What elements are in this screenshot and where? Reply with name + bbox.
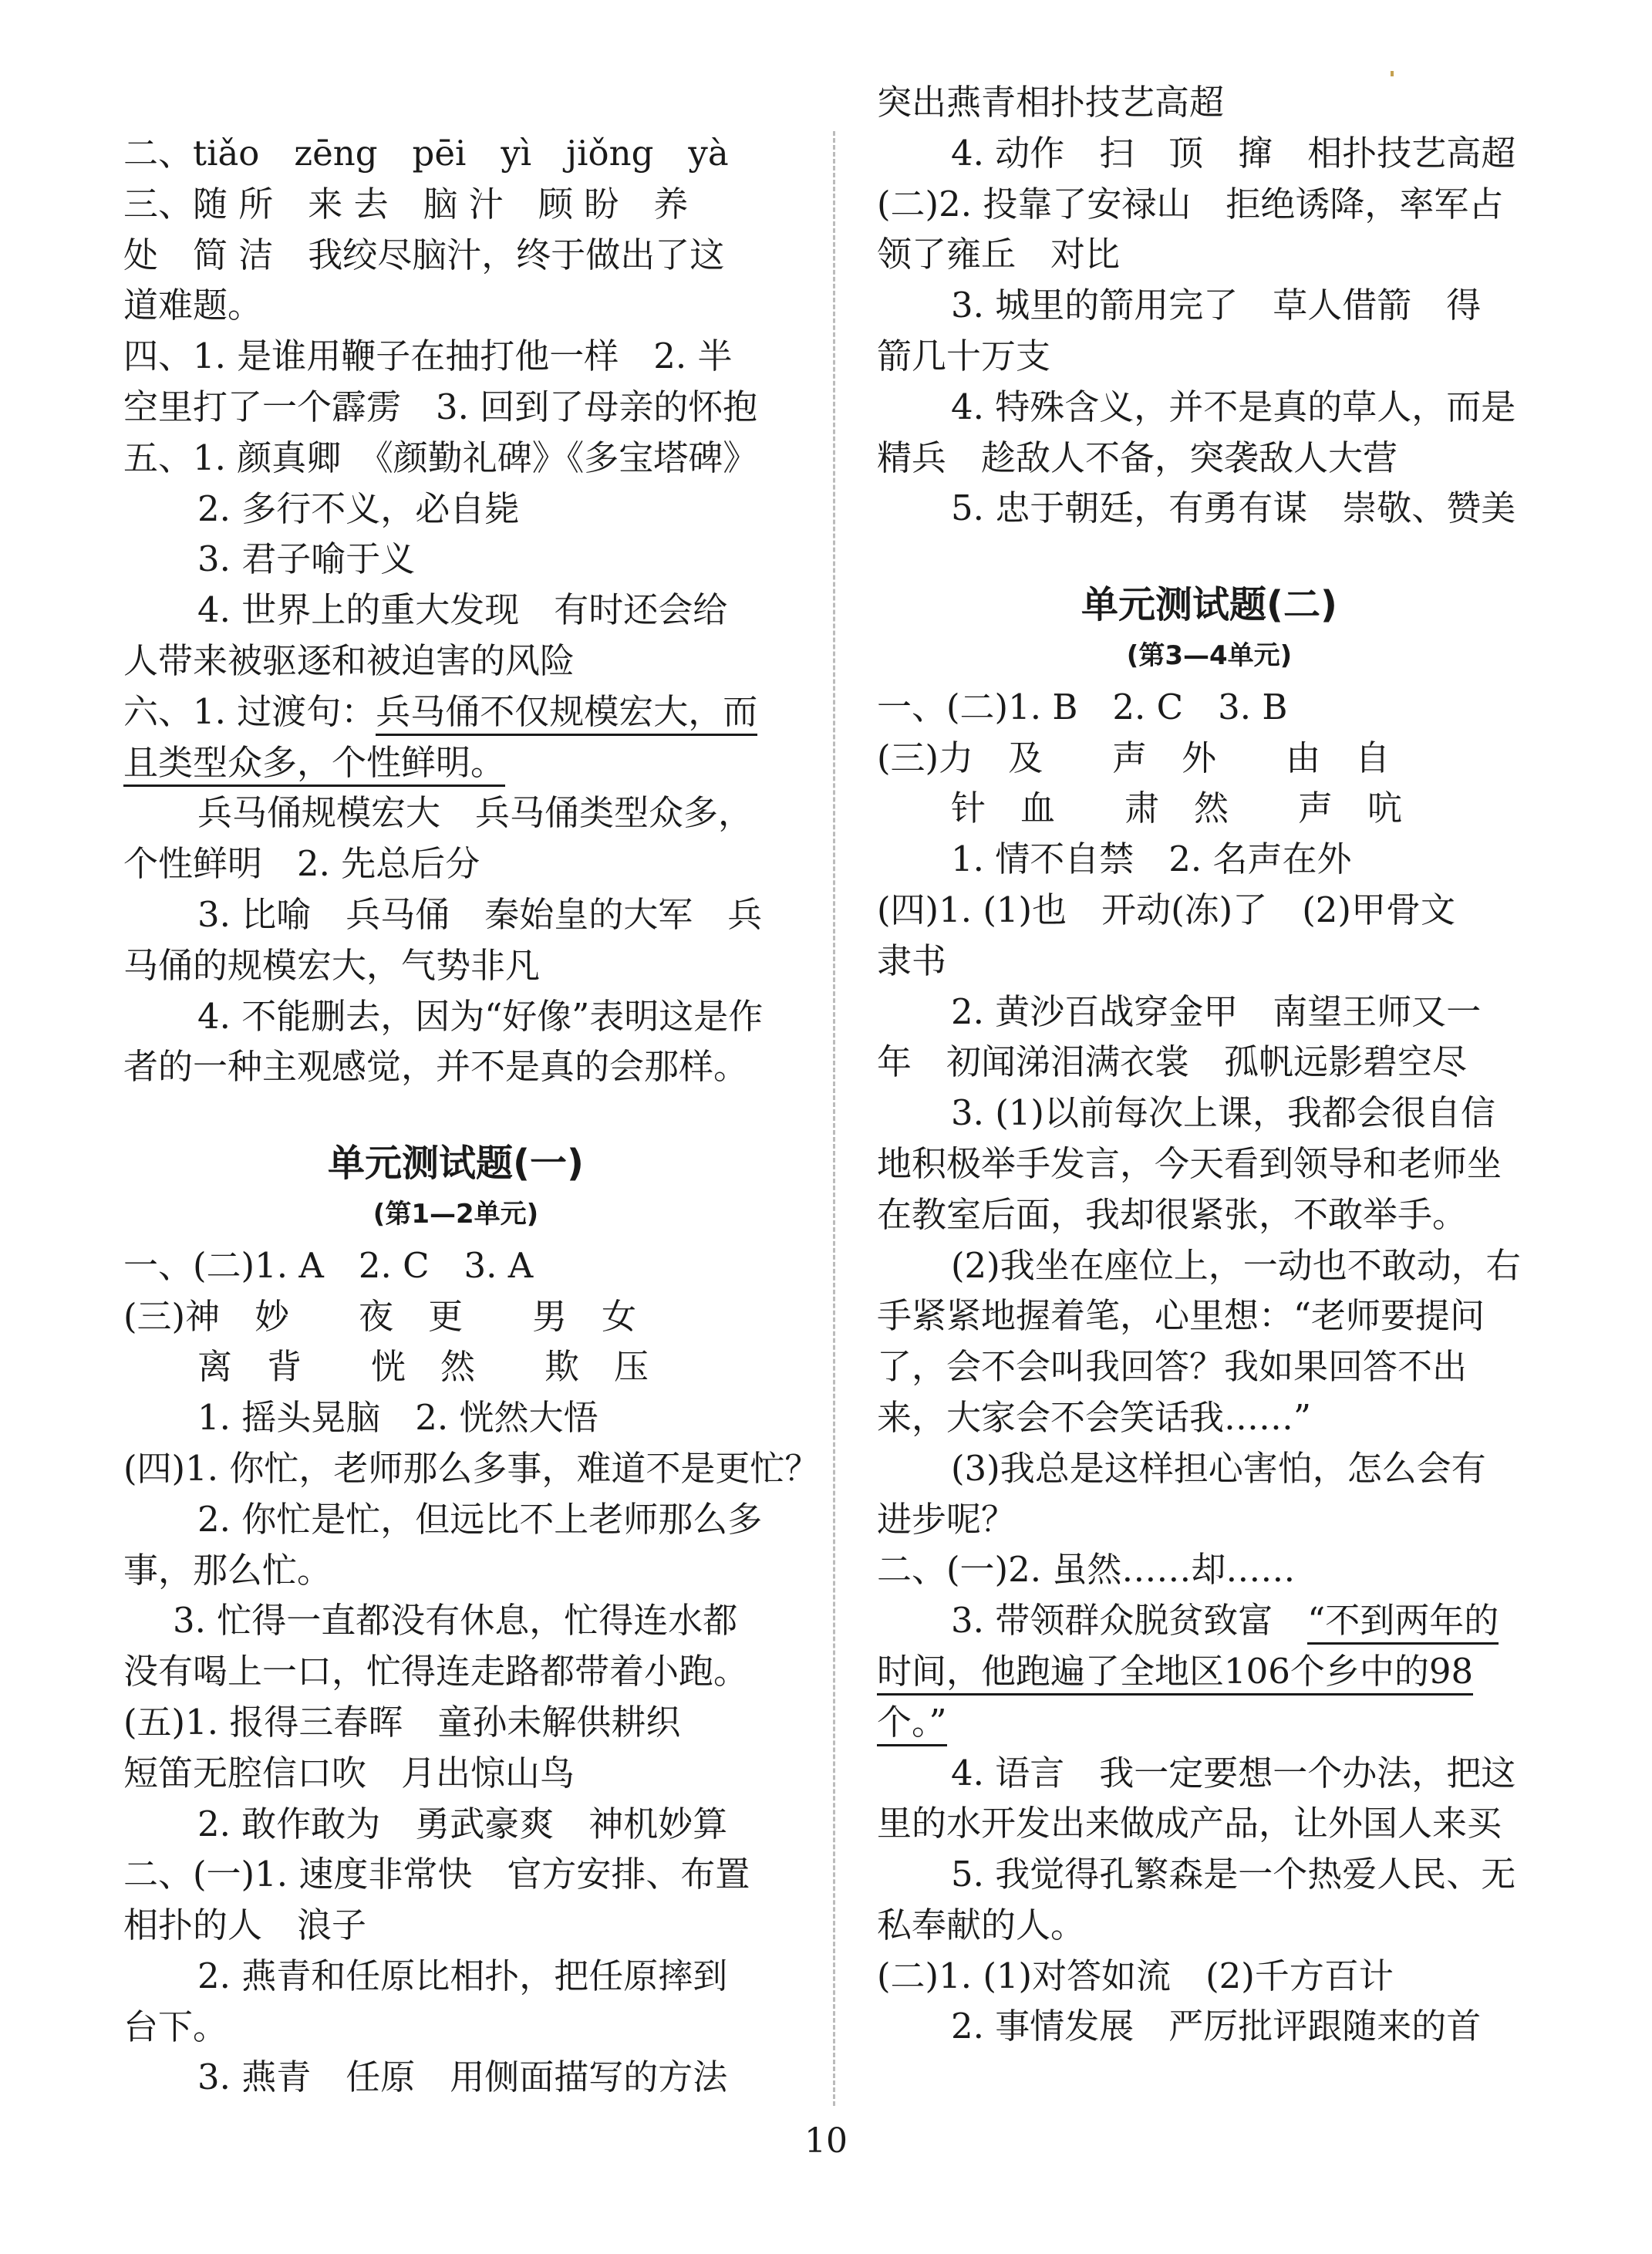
answer-line: 2. 事情发展 严厉批评跟随来的首: [951, 2006, 1482, 2047]
answer-line: 了，会不会叫我回答？我如果回答不出: [877, 1346, 1468, 1388]
answer-line: 2. 燕青和任原比相扑，把任原摔到: [197, 1955, 728, 1996]
answer-line: 隶书: [877, 940, 947, 981]
answer-line: (二)1. (1)对答如流 (2)千方百计: [877, 1955, 1394, 1996]
answer-line: (五)1. 报得三春晖 童孙未解供耕织: [123, 1701, 681, 1743]
answer-line: 兵马俑规模宏大 兵马俑类型众多，: [197, 792, 754, 834]
answer-line: (三)力 及 声 外 由 自: [877, 737, 1391, 778]
answer-line: 4. 世界上的重大发现 有时还会给: [197, 589, 728, 631]
answer-line: 3. (1)以前每次上课，我都会很自信: [951, 1092, 1495, 1134]
section-subtitle: (第1—2单元): [373, 1198, 539, 1230]
answer-line: 领了雍丘 对比: [877, 234, 1121, 275]
answer-line: 道难题。: [123, 285, 263, 326]
answer-line: 者的一种主观感觉，并不是真的会那样。: [123, 1046, 749, 1088]
answer-line: 手紧紧地握着笔，心里想：“老师要提问: [877, 1295, 1485, 1337]
answer-line: 马俑的规模宏大，气势非凡: [123, 944, 541, 986]
section-title: 单元测试题(一): [328, 1142, 584, 1186]
underlined-text: 个。”: [877, 1702, 947, 1746]
page-number: 10: [804, 2121, 848, 2161]
answer-line: 进步呢？: [877, 1498, 1016, 1540]
answer-line: 1. 情不自禁 2. 名声在外: [951, 839, 1352, 880]
answer-line: (2)我坐在座位上，一动也不敢动，右: [951, 1244, 1521, 1286]
answer-line: 四、1. 是谁用鞭子在抽打他一样 2. 半: [123, 336, 733, 377]
underlined-text: “不到两年的: [1307, 1600, 1499, 1645]
answer-line: 事，那么忙。: [123, 1549, 332, 1591]
answer-line: 5. 我觉得孔繁森是一个热爱人民、无: [951, 1854, 1516, 1895]
right-column: [877, 82, 1542, 2052]
answer-line: 二、(一)2. 虽然……却……: [877, 1549, 1296, 1591]
section-title: 单元测试题(二): [1081, 583, 1337, 627]
answer-text: 六、1. 过渡句：: [123, 690, 376, 732]
answer-line: 4. 特殊含义，并不是真的草人，而是: [951, 386, 1516, 427]
answer-line: 相扑的人 浪子: [123, 1905, 367, 1946]
underlined-text: 时间，他跑遍了全地区106个乡中的98: [877, 1651, 1473, 1696]
answer-line: 一、(二)1. B 2. C 3. B: [877, 686, 1288, 727]
answer-line: (四)1. 你忙，老师那么多事，难道不是更忙？: [123, 1447, 820, 1489]
answer-line: 针 血 肃 然 声 吭: [951, 788, 1403, 829]
answer-line: [877, 1646, 1542, 1697]
answer-line: 来，大家会不会笑话我……”: [877, 1396, 1312, 1438]
answer-line: 二、tiǎo zēng pēi yì jiǒng yà: [123, 133, 729, 174]
print-mark: [1391, 71, 1394, 76]
answer-line: 2. 多行不义，必自毙: [197, 488, 520, 529]
answer-line: 空里打了一个霹雳 3. 回到了母亲的怀抱: [123, 386, 758, 427]
section-subtitle: (第3—4单元): [1126, 639, 1293, 671]
answer-line: 二、(一)1. 速度非常快 官方安排、布置: [123, 1854, 750, 1895]
answer-line: (二)2. 投靠了安禄山 拒绝诱降，率军占: [877, 183, 1504, 224]
answer-line: [123, 687, 788, 737]
answer-line: 精兵 趁敌人不备，突袭敌人大营: [877, 437, 1398, 478]
answer-line: 突出燕青相扑技艺高超: [877, 82, 1225, 123]
left-column: [123, 128, 820, 2103]
answer-line: 4. 不能删去，因为“好像”表明这是作: [197, 995, 764, 1037]
answer-line: 人带来被驱逐和被迫害的风险: [123, 639, 575, 681]
answer-line: 2. 敢作敢为 勇武豪爽 神机妙算: [197, 1803, 728, 1844]
answer-line: 3. 燕青 任原 用侧面描写的方法: [197, 2057, 728, 2098]
answer-line: 私奉献的人。: [877, 1904, 1086, 1945]
answer-line: 1. 摇头晃脑 2. 恍然大悟: [197, 1397, 598, 1439]
answer-line: 5. 忠于朝廷，有勇有谋 崇敬、赞美: [951, 488, 1516, 529]
answer-line: 箭几十万支: [877, 335, 1051, 376]
answer-line: (三)神 妙 夜 更 男 女: [123, 1295, 637, 1337]
answer-line: 地积极举手发言，今天看到领导和老师坐: [877, 1142, 1502, 1184]
answer-line: 台下。: [123, 2006, 228, 2047]
answer-line: 五、1. 颜真卿 《颜勤礼碑》《多宝塔碑》: [123, 437, 758, 478]
answer-line: 没有喝上一口，忙得连走路都带着小跑。: [123, 1651, 749, 1692]
answer-line: [877, 1595, 1542, 1646]
answer-line: 个性鲜明 2. 先总后分: [123, 843, 480, 885]
underlined-text: 兵马俑不仅规模宏大，而: [376, 691, 757, 736]
answer-line: (四)1. (1)也 开动(冻)了 (2)甲骨文: [877, 889, 1455, 930]
answer-line: 3. 城里的箭用完了 草人借箭 得: [951, 285, 1482, 326]
answer-line: 年 初闻涕泪满衣裳 孤帆远影碧空尽: [877, 1041, 1468, 1083]
underlined-text: 且类型众多，个性鲜明。: [123, 742, 505, 787]
answer-line: 在教室后面，我却很紧张，不敢举手。: [877, 1193, 1468, 1235]
answer-text: 3. 带领群众脱贫致富: [951, 1600, 1308, 1642]
answer-line: 里的水开发出来做成产品，让外国人来买: [877, 1803, 1502, 1844]
answer-line: 短笛无腔信口吹 月出惊山鸟: [123, 1752, 575, 1793]
answer-line: [877, 1697, 1542, 1748]
answer-line: 离 背 恍 然 欺 压: [197, 1346, 649, 1388]
answer-line: 4. 动作 扫 顶 撺 相扑技艺高超: [951, 132, 1516, 174]
answer-line: 3. 忙得一直都没有休息，忙得连水都: [173, 1600, 738, 1642]
answer-line: (3)我总是这样担心害怕，怎么会有: [951, 1447, 1486, 1489]
column-divider: [833, 131, 835, 2106]
answer-line: 三、随 所 来 去 脑 汁 顾 盼 养: [123, 183, 689, 224]
answer-line: 4. 语言 我一定要想一个办法，把这: [951, 1752, 1516, 1793]
answer-line: 一、(二)1. A 2. C 3. A: [123, 1244, 534, 1286]
answer-line: 2. 你忙是忙，但远比不上老师那么多: [197, 1498, 763, 1540]
answer-line: 2. 黄沙百战穿金甲 南望王师又一: [951, 990, 1482, 1032]
answer-line: 3. 君子喻于义: [197, 538, 416, 580]
answer-line: [123, 737, 788, 788]
answer-line: 3. 比喻 兵马俑 秦始皇的大军 兵: [197, 893, 763, 935]
answer-line: 处 简 洁 我绞尽脑汁，终于做出了这: [123, 234, 725, 275]
